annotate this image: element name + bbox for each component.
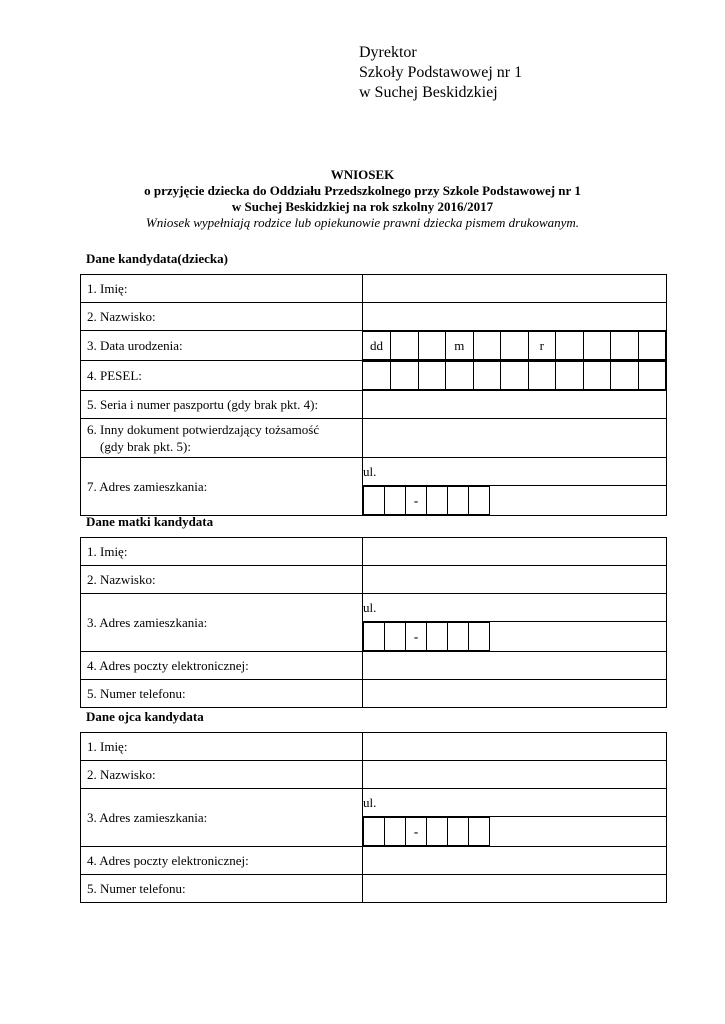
street-prefix: ul. <box>363 463 377 479</box>
mother-row-address <box>81 594 667 622</box>
mother-row-email <box>81 652 667 680</box>
mother-last-name-label: 2. Nazwisko: <box>81 566 363 594</box>
zip-digit-cell[interactable] <box>448 818 469 846</box>
addressee-line-2: Szkoły Podstawowej nr 1 <box>359 64 523 81</box>
mother-phone-field[interactable] <box>363 680 667 708</box>
father-phone-field[interactable] <box>363 875 667 903</box>
document-heading <box>0 167 725 231</box>
pesel-digit-cell[interactable] <box>638 362 666 390</box>
pesel-digit-cell[interactable] <box>583 362 611 390</box>
date-cell[interactable] <box>611 332 639 360</box>
zip-digit-cell[interactable] <box>448 487 469 515</box>
zip-digit-cell[interactable] <box>385 818 406 846</box>
mother-row-first-name <box>81 538 667 566</box>
candidate-address-label: 7. Adres zamieszkania: <box>81 458 363 516</box>
zip-digit-cell[interactable] <box>385 487 406 515</box>
father-row-email <box>81 847 667 875</box>
father-table <box>80 732 667 903</box>
candidate-row-passport <box>81 391 667 419</box>
other-doc-label-line-2: (gdy brak pkt. 5): <box>100 439 191 454</box>
mother-street-field[interactable] <box>363 594 667 622</box>
mother-zip-field[interactable] <box>363 622 667 652</box>
father-email-label: 4. Adres poczty elektronicznej: <box>81 847 363 875</box>
pesel-digit-cell[interactable] <box>418 362 446 390</box>
candidate-row-other-doc <box>81 419 667 458</box>
addressee-line-1: Dyrektor <box>359 44 417 61</box>
father-section-title: Dane ojca kandydata <box>86 709 204 724</box>
mother-last-name-field[interactable] <box>363 566 667 594</box>
mother-section-title: Dane matki kandydata <box>86 514 214 529</box>
father-phone-label: 5. Numer telefonu: <box>81 875 363 903</box>
addressee-line-3: w Suchej Beskidzkiej <box>359 84 498 101</box>
pesel-digit-cell[interactable] <box>473 362 501 390</box>
mother-table <box>80 537 667 708</box>
candidate-last-name-label: 2. Nazwisko: <box>81 303 363 331</box>
zip-digit-cell[interactable] <box>364 487 385 515</box>
father-last-name-field[interactable] <box>363 761 667 789</box>
mother-first-name-label: 1. Imię: <box>81 538 363 566</box>
date-cell[interactable] <box>391 332 419 360</box>
document-subtitle-2: w Suchej Beskidzkiej na rok szkolny 2016/2017 <box>231 199 494 214</box>
document-title: WNIOSEK <box>330 167 395 182</box>
father-email-field[interactable] <box>363 847 667 875</box>
pesel-digit-cell[interactable] <box>556 362 584 390</box>
zip-digit-cell[interactable] <box>448 623 469 651</box>
zip-digit-cell[interactable] <box>385 623 406 651</box>
candidate-passport-label: 5. Seria i numer paszportu (gdy brak pkt. 4): <box>81 391 363 419</box>
other-doc-label-line-1: 6. Inny dokument potwierdzający tożsamość <box>87 422 320 437</box>
zip-separator: - <box>406 487 427 515</box>
document-subtitle-1: o przyjęcie dziecka do Oddziału Przedszkolnego przy Szkole Podstawowej nr 1 <box>144 183 581 198</box>
zip-digit-cell[interactable] <box>427 487 448 515</box>
zip-digit-cell[interactable] <box>469 623 490 651</box>
zip-digit-cell[interactable] <box>427 623 448 651</box>
candidate-row-last-name <box>81 303 667 331</box>
father-row-address <box>81 789 667 817</box>
candidate-section-title: Dane kandydata(dziecka) <box>86 251 228 266</box>
date-day-marker: dd <box>363 332 391 360</box>
mother-row-last-name <box>81 566 667 594</box>
father-row-last-name <box>81 761 667 789</box>
zip-digit-cell[interactable] <box>364 623 385 651</box>
date-cell[interactable] <box>556 332 584 360</box>
mother-first-name-field[interactable] <box>363 538 667 566</box>
zip-digit-cell[interactable] <box>469 818 490 846</box>
candidate-pesel-label: 4. PESEL: <box>81 361 363 391</box>
date-year-marker: r <box>528 332 556 360</box>
zip-separator: - <box>406 818 427 846</box>
addressee-block <box>359 43 522 103</box>
candidate-other-doc-label <box>81 419 363 458</box>
candidate-pesel-field[interactable] <box>363 361 667 391</box>
mother-phone-label: 5. Numer telefonu: <box>81 680 363 708</box>
candidate-passport-field[interactable] <box>363 391 667 419</box>
pesel-digit-cell[interactable] <box>611 362 639 390</box>
date-cell[interactable] <box>473 332 501 360</box>
father-row-first-name <box>81 733 667 761</box>
date-cell[interactable] <box>418 332 446 360</box>
street-prefix: ul. <box>363 794 377 810</box>
pesel-digit-cell[interactable] <box>446 362 474 390</box>
mother-address-label: 3. Adres zamieszkania: <box>81 594 363 652</box>
zip-separator: - <box>406 623 427 651</box>
father-row-phone <box>81 875 667 903</box>
date-cell[interactable] <box>583 332 611 360</box>
father-first-name-field[interactable] <box>363 733 667 761</box>
father-address-label: 3. Adres zamieszkania: <box>81 789 363 847</box>
candidate-other-doc-field[interactable] <box>363 419 667 458</box>
pesel-digit-cell[interactable] <box>501 362 529 390</box>
date-month-marker: m <box>446 332 474 360</box>
date-cell[interactable] <box>638 332 666 360</box>
document-note: Wniosek wypełniają rodzice lub opiekunowie prawni dziecka pismem drukowanym. <box>145 215 580 230</box>
father-last-name-label: 2. Nazwisko: <box>81 761 363 789</box>
candidate-row-birth-date <box>81 331 667 361</box>
candidate-zip-field[interactable] <box>363 486 667 516</box>
mother-row-phone <box>81 680 667 708</box>
candidate-row-address <box>81 458 667 486</box>
zip-digit-cell[interactable] <box>427 818 448 846</box>
father-street-field[interactable] <box>363 789 667 817</box>
candidate-last-name-field[interactable] <box>363 303 667 331</box>
pesel-digit-cell[interactable] <box>363 362 391 390</box>
candidate-first-name-label: 1. Imię: <box>81 275 363 303</box>
mother-email-label: 4. Adres poczty elektronicznej: <box>81 652 363 680</box>
candidate-first-name-field[interactable] <box>363 275 667 303</box>
street-prefix: ul. <box>363 599 377 615</box>
father-first-name-label: 1. Imię: <box>81 733 363 761</box>
candidate-row-first-name <box>81 275 667 303</box>
pesel-digit-cell[interactable] <box>391 362 419 390</box>
zip-digit-cell[interactable] <box>469 487 490 515</box>
candidate-birth-date-field[interactable] <box>363 331 667 361</box>
date-cell[interactable] <box>501 332 529 360</box>
pesel-digit-cell[interactable] <box>528 362 556 390</box>
father-zip-field[interactable] <box>363 817 667 847</box>
zip-digit-cell[interactable] <box>364 818 385 846</box>
candidate-row-pesel <box>81 361 667 391</box>
mother-email-field[interactable] <box>363 652 667 680</box>
candidate-table <box>80 274 667 516</box>
candidate-birth-date-label: 3. Data urodzenia: <box>81 331 363 361</box>
candidate-street-field[interactable] <box>363 458 667 486</box>
